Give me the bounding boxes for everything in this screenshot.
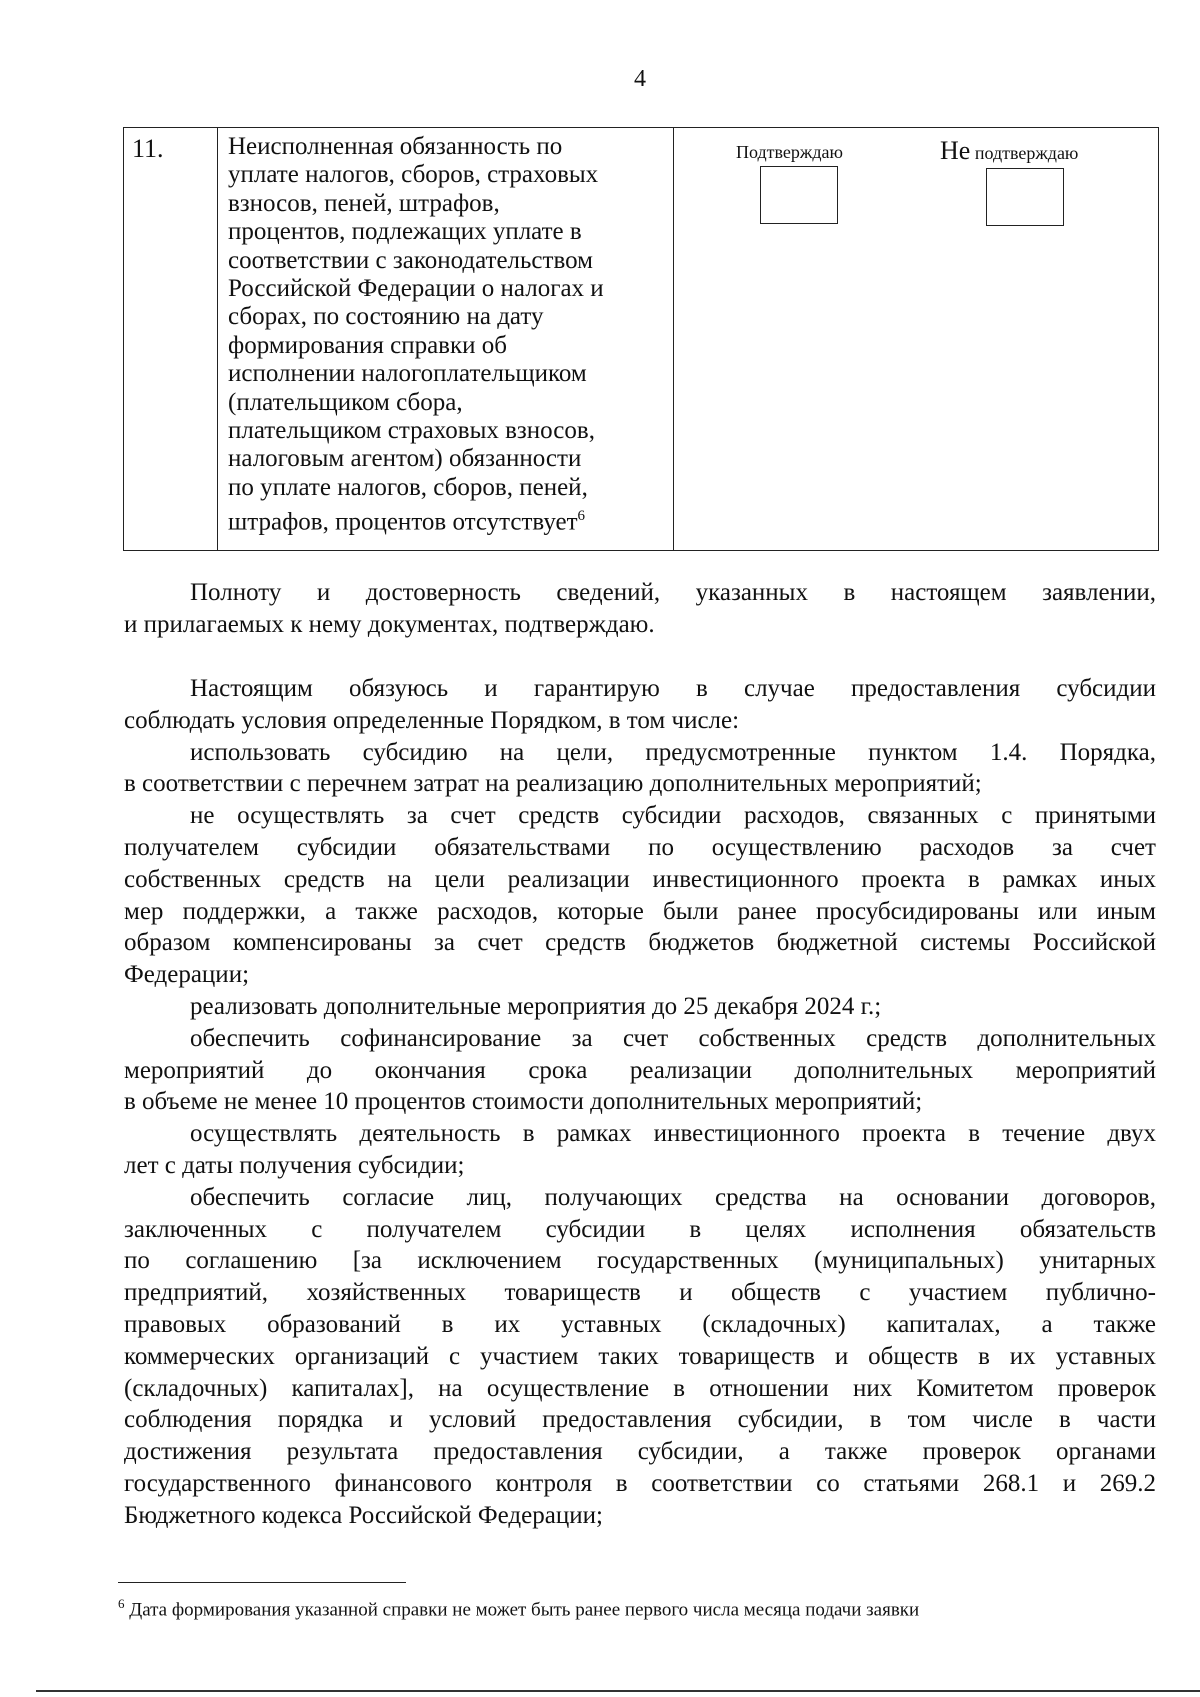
text-line: в соответствии с перечнем затрат на реализацию дополнительных мероприятий; (124, 770, 982, 798)
text-line: соблюдения порядка и условий предоставления субсидии, в том числе в части (124, 1406, 1156, 1434)
text-line: обеспечить софинансирование за счет собственных средств дополнительных (190, 1024, 1156, 1052)
text-line: использовать субсидию на цели, предусмотренные пунктом 1.4. Порядка, (190, 738, 1156, 766)
row-text-line: исполнении налогоплательщиком (228, 360, 587, 388)
text-line: реализовать дополнительные мероприятия до 25 декабря 2024 г.; (190, 992, 882, 1020)
text-line: (складочных) капиталах], на осуществление в отношении них Комитетом проверок (124, 1374, 1156, 1402)
footnote-text: Дата формирования указанной справки не может быть ранее первого числа месяца подачи заявки (129, 1599, 920, 1621)
row-text-line: плательщиком страховых взносов, (228, 417, 595, 445)
text-line: государственного финансового контроля в соответствии со статьями 268.1 и 269.2 (124, 1469, 1156, 1497)
row-text-line: взносов, пеней, штрафов, (228, 189, 500, 217)
text-line: не осуществлять за счет средств субсидии расходов, связанных с принятыми (190, 802, 1156, 830)
text-line: соблюдать условия определенные Порядком, в том числе: (124, 706, 740, 734)
row-description (218, 128, 674, 550)
obligations-paragraph (124, 673, 1156, 1532)
deny-label (940, 136, 1078, 166)
confirm-checkbox[interactable] (760, 166, 838, 224)
text-line: мероприятий до окончания срока реализации дополнительных мероприятий (124, 1056, 1156, 1084)
row-text-line: сборах, по состоянию на дату (228, 303, 544, 331)
row-number: 11. (124, 128, 218, 550)
text-line: получателем субсидии обязательствами по осуществлению расходов за счет (124, 833, 1156, 861)
text-line: обеспечить согласие лиц, получающих средства на основании договоров, (190, 1183, 1156, 1211)
row-text-line: по уплате налогов, сборов, пеней, (228, 473, 588, 501)
text-line: в объеме не менее 10 процентов стоимости дополнительных мероприятий; (124, 1088, 923, 1116)
text-line: по соглашению [за исключением государственных (муниципальных) унитарных (124, 1247, 1156, 1275)
row-text-line (228, 502, 673, 537)
row-text-last: штрафов, процентов отсутствует (228, 508, 578, 536)
text-line: осуществлять деятельность в рамках инвестиционного проекта в течение двух (190, 1120, 1156, 1148)
footnote-separator (118, 1582, 406, 1583)
row-text-line: (плательщиком сбора, (228, 388, 463, 416)
text-line: предприятий, хозяйственных товариществ и обществ с участием публично- (124, 1279, 1156, 1307)
text-line: Настоящим обязуюсь и гарантирую в случае предоставления субсидии (190, 675, 1156, 702)
row-text-line: соответствии с законодательством (228, 246, 593, 274)
footnote (118, 1596, 919, 1621)
text-line: достижения результата предоставления субсидии, а также проверок органами (124, 1438, 1156, 1466)
confirmation-table (123, 127, 1159, 551)
page-number: 4 (634, 66, 646, 92)
page-bottom-rule (36, 1690, 1200, 1692)
row-text-line: Российской Федерации о налогах и (228, 275, 604, 303)
row-text-line: Неисполненная обязанность по (228, 133, 563, 160)
row-text-line: уплате налогов, сборов, страховых (228, 161, 599, 189)
text-line: коммерческих организаций с участием таких товариществ и обществ в их уставных (124, 1342, 1156, 1370)
deny-checkbox[interactable] (986, 168, 1064, 226)
row-text-line: процентов, подлежащих уплате в (228, 218, 582, 246)
declaration-paragraph (124, 577, 1156, 641)
footnote-mark: 6 (118, 1596, 125, 1611)
row-text-line: формирования справки об (228, 331, 507, 359)
text-line: Полноту и достоверность сведений, указанных в настоящем заявлении, (190, 579, 1156, 606)
text-line: образом компенсированы за счет средств бюджетов бюджетной системы Российской (124, 929, 1156, 957)
text-line: и прилагаемых к нему документах, подтверждаю. (124, 610, 655, 638)
text-line: собственных средств на цели реализации инвестиционного проекта в рамках иных (124, 865, 1156, 893)
text-line: правовых образований в их уставных (складочных) капиталах, а также (124, 1310, 1156, 1338)
deny-label-prefix: Не (940, 136, 971, 165)
row-text-line: налоговым агентом) обязанности (228, 445, 582, 473)
text-line: мер поддержки, а также расходов, которые были ранее просубсидированы или иным (124, 897, 1156, 925)
text-line: Бюджетного кодекса Российской Федерации; (124, 1501, 603, 1529)
text-line: заключенных с получателем субсидии в целях исполнения обязательств (124, 1215, 1156, 1243)
text-line: лет с даты получения субсидии; (124, 1151, 465, 1179)
deny-label-suffix: подтверждаю (974, 143, 1079, 163)
confirmation-options (674, 128, 1158, 550)
confirm-label: Подтверждаю (736, 142, 843, 162)
text-line: Федерации; (124, 961, 250, 989)
footnote-reference: 6 (577, 508, 586, 525)
